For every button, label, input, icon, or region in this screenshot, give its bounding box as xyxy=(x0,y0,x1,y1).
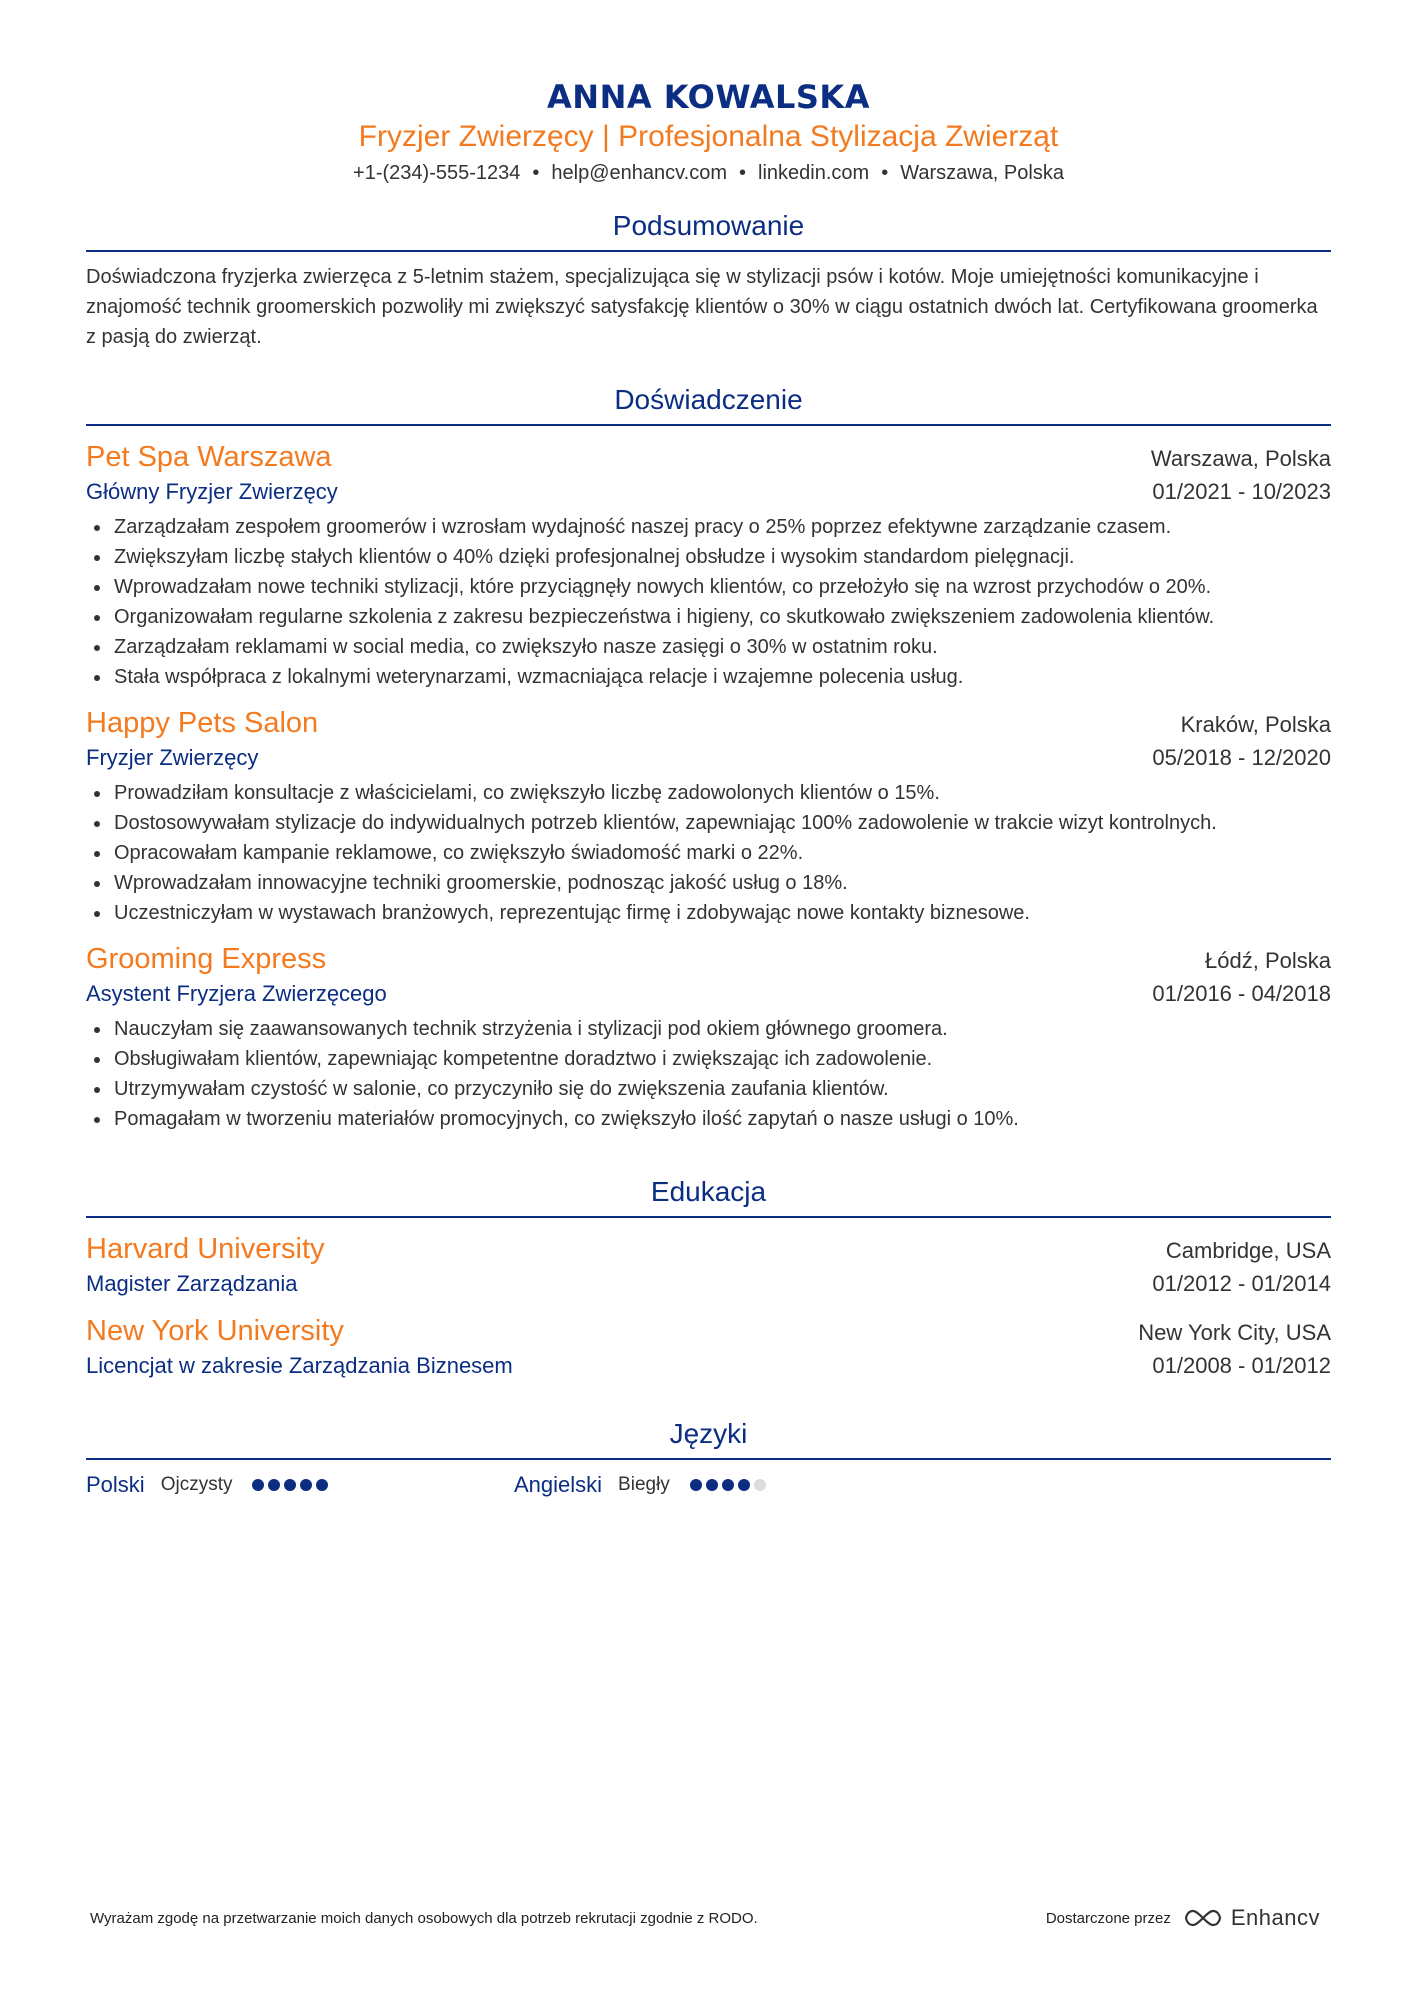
job-title: Fryzjer Zwierzęcy xyxy=(86,745,259,770)
bullet-item: Uczestniczyłam w wystawach branżowych, reprezentując firmę i zdobywając nowe kontakty biznesowe. xyxy=(114,898,1331,928)
infinity-icon xyxy=(1183,1907,1223,1929)
experience-entry xyxy=(86,438,1331,692)
job-dates: 01/2021 - 10/2023 xyxy=(1152,479,1331,504)
job-dates: 01/2016 - 04/2018 xyxy=(1152,981,1331,1006)
contact-location: Warszawa, Polska xyxy=(900,162,1064,184)
language-name: Polski xyxy=(86,1472,145,1497)
job-location: Łódź, Polska xyxy=(1205,948,1331,973)
contact-phone: +1-(234)-555-1234 xyxy=(353,162,521,184)
section-title-summary: Podsumowanie xyxy=(86,208,1331,252)
bullet-item: Stała współpraca z lokalnymi weterynarzami, wzmacniająca relacje i wzajemne polecenia usług. xyxy=(114,662,1331,692)
job-bullets xyxy=(86,778,1331,928)
job-dates: 05/2018 - 12/2020 xyxy=(1152,745,1331,770)
rating-dot-filled xyxy=(738,1479,750,1491)
separator-dot: • xyxy=(881,162,889,184)
company-name: Pet Spa Warszawa xyxy=(86,441,332,473)
candidate-name: ANNA KOWALSKA xyxy=(547,78,870,116)
bullet-item: Utrzymywałam czystość w salonie, co przyczyniło się do zwiększenia zaufania klientów. xyxy=(114,1074,1331,1104)
rating-dot-filled xyxy=(722,1479,734,1491)
resume-page xyxy=(86,0,1331,1498)
job-title: Asystent Fryzjera Zwierzęcego xyxy=(86,981,387,1006)
education-section xyxy=(86,1174,1331,1382)
rating-dot-filled xyxy=(690,1479,702,1491)
education-entry xyxy=(86,1230,1331,1300)
education-entry xyxy=(86,1312,1331,1382)
language-item xyxy=(86,1472,514,1498)
language-rating xyxy=(690,1479,770,1491)
school-name: Harvard University xyxy=(86,1233,325,1265)
education-dates: 01/2008 - 01/2012 xyxy=(1152,1353,1331,1378)
job-location: Kraków, Polska xyxy=(1180,712,1331,737)
bullet-item: Wprowadzałam nowe techniki stylizacji, które przyciągnęły nowych klientów, co przełożyło się na wzrost przychodów o 20%. xyxy=(114,572,1331,602)
company-name: Happy Pets Salon xyxy=(86,707,319,739)
resume-header xyxy=(86,0,1331,186)
school-location: Cambridge, USA xyxy=(1165,1238,1331,1263)
bullet-item: Obsługiwałam klientów, zapewniając kompetentne doradztwo i zwiększając ich zadowolenie. xyxy=(114,1044,1331,1074)
contact-email[interactable]: help@enhancv.com xyxy=(551,162,727,184)
job-location: Warszawa, Polska xyxy=(1150,446,1331,471)
rating-dot-filled xyxy=(268,1479,280,1491)
language-level: Biegły xyxy=(618,1474,670,1495)
languages-list xyxy=(86,1472,1331,1498)
bullet-item: Wprowadzałam innowacyjne techniki groomerskie, podnosząc jakość usług o 18%. xyxy=(114,868,1331,898)
degree-name: Licencjat w zakresie Zarządzania Biznesem xyxy=(86,1353,513,1378)
rating-dot-filled xyxy=(316,1479,328,1491)
language-rating xyxy=(252,1479,332,1491)
bullet-item: Zarządzałam zespołem groomerów i wzrosłam wydajność naszej pracy o 25% poprzez efektywne zarządzanie czasem. xyxy=(114,512,1331,542)
language-name: Angielski xyxy=(514,1472,603,1497)
experience-entry xyxy=(86,940,1331,1134)
section-title-education: Edukacja xyxy=(86,1174,1331,1218)
section-title-languages: Języki xyxy=(86,1416,1331,1460)
education-dates: 01/2012 - 01/2014 xyxy=(1152,1271,1331,1296)
school-location: New York City, USA xyxy=(1138,1320,1331,1345)
languages-section xyxy=(86,1416,1331,1498)
contact-info xyxy=(86,160,1331,186)
summary-section xyxy=(86,208,1331,352)
separator-dot: • xyxy=(532,162,540,184)
section-title-experience: Doświadczenie xyxy=(86,382,1331,426)
candidate-headline: Fryzjer Zwierzęcy | Profesjonalna Stylizacja Zwierząt xyxy=(358,120,1059,153)
enhancv-logo-icon xyxy=(1183,1907,1223,1929)
bullet-item: Pomagałam w tworzeniu materiałów promocyjnych, co zwiększyło ilość zapytań o nasze usługi o 10%. xyxy=(114,1104,1331,1134)
rating-dot-filled xyxy=(706,1479,718,1491)
gdpr-consent: Wyrażam zgodę na przetwarzanie moich danych osobowych dla potrzeb rekrutacji zgodnie z RODO. xyxy=(90,1909,758,1927)
provider-credit xyxy=(1046,1905,1320,1931)
rating-dot-empty xyxy=(754,1479,766,1491)
company-name: Grooming Express xyxy=(86,943,327,975)
school-name: New York University xyxy=(86,1315,344,1347)
bullet-item: Organizowałam regularne szkolenia z zakresu bezpieczeństwa i higieny, co skutkowało zwiększeniem zadowolenia klientów. xyxy=(114,602,1331,632)
bullet-item: Zarządzałam reklamami w social media, co zwiększyło nasze zasięgi o 30% w ostatnim roku. xyxy=(114,632,1331,662)
contact-linkedin[interactable]: linkedin.com xyxy=(758,162,870,184)
bullet-item: Nauczyłam się zaawansowanych technik strzyżenia i stylizacji pod okiem głównego groomera. xyxy=(114,1014,1331,1044)
rating-dot-filled xyxy=(284,1479,296,1491)
brand-name: Enhancv xyxy=(1230,1905,1320,1930)
experience-entry xyxy=(86,704,1331,928)
bullet-item: Opracowałam kampanie reklamowe, co zwiększyło świadomość marki o 22%. xyxy=(114,838,1331,868)
rating-dot-filled xyxy=(252,1479,264,1491)
bullet-item: Zwiększyłam liczbę stałych klientów o 40% dzięki profesjonalnej obsłudze i wysokim standardom pielęgnacji. xyxy=(114,542,1331,572)
separator-dot: • xyxy=(739,162,747,184)
job-bullets xyxy=(86,512,1331,692)
summary-text: Doświadczona fryzjerka zwierzęca z 5-letnim stażem, specjalizująca się w stylizacji psów i kotów. Moje umiejętności komunikacyjne i znajomość technik groomerskich pozwoliły mi zwiększyć satysfakcję klientów o 30% w ciągu ostatnich dwóch lat. Certyfikowana groomerka z pasją do zwierząt. xyxy=(86,266,1318,348)
language-level: Ojczysty xyxy=(160,1474,233,1495)
experience-section xyxy=(86,382,1331,1134)
bullet-item: Prowadziłam konsultacje z właścicielami, co zwiększyło liczbę zadowolonych klientów o 15%. xyxy=(114,778,1331,808)
rating-dot-filled xyxy=(300,1479,312,1491)
job-bullets xyxy=(86,1014,1331,1134)
page-footer xyxy=(90,1905,1320,1931)
degree-name: Magister Zarządzania xyxy=(86,1271,298,1296)
job-title: Główny Fryzjer Zwierzęcy xyxy=(86,479,338,504)
provided-by-label: Dostarczone przez xyxy=(1045,1909,1171,1927)
language-item xyxy=(514,1472,942,1498)
bullet-item: Dostosowywałam stylizacje do indywidualnych potrzeb klientów, zapewniając 100% zadowolenie w trakcie wizyt kontrolnych. xyxy=(114,808,1331,838)
